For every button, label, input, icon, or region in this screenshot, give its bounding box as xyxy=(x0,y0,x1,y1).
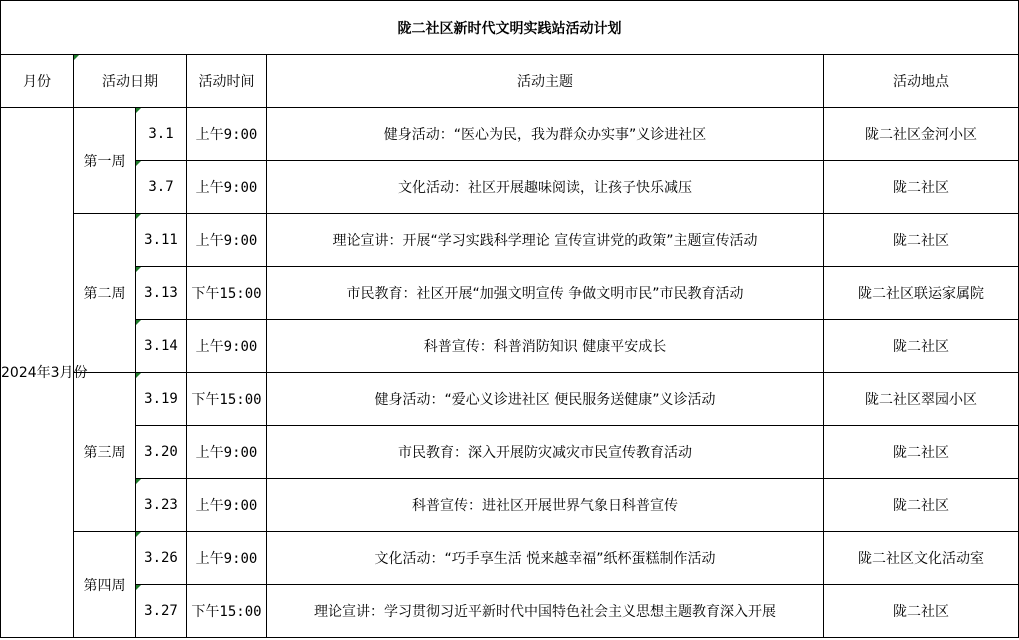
theme-cell[interactable]: 科普宣传：进社区开展世界气象日科普宣传 xyxy=(267,479,824,532)
time-cell[interactable]: 下午15:00 xyxy=(187,373,267,426)
cell-marker-icon xyxy=(136,267,141,272)
date-cell[interactable]: 3.7 xyxy=(136,161,187,214)
header-location[interactable]: 活动地点 xyxy=(824,55,1019,108)
theme-cell[interactable]: 理论宣讲：学习贯彻习近平新时代中国特色社会主义思想主题教育深入开展 xyxy=(267,585,824,638)
time-cell[interactable]: 上午9:00 xyxy=(187,479,267,532)
theme-cell[interactable]: 健身活动：“医心为民，我为群众办实事”义诊进社区 xyxy=(267,108,824,161)
header-date[interactable]: 活动日期 xyxy=(74,55,187,108)
time-cell[interactable]: 上午9:00 xyxy=(187,532,267,585)
time-cell[interactable]: 下午15:00 xyxy=(187,267,267,320)
table-row xyxy=(1,585,1019,638)
time-cell[interactable]: 下午15:00 xyxy=(187,585,267,638)
week-cell[interactable]: 第三周 xyxy=(74,373,136,532)
date-cell[interactable]: 3.26 xyxy=(136,532,187,585)
date-cell[interactable]: 3.19 xyxy=(136,373,187,426)
header-row xyxy=(1,55,1019,108)
table-row xyxy=(1,373,1019,426)
week-cell[interactable]: 第二周 xyxy=(74,214,136,373)
location-cell[interactable]: 陇二社区联运家属院 xyxy=(824,267,1019,320)
week-cell[interactable]: 第四周 xyxy=(74,532,136,638)
week-cell[interactable]: 第一周 xyxy=(74,108,136,214)
theme-cell[interactable]: 健身活动：“爱心义诊进社区 便民服务送健康”义诊活动 xyxy=(267,373,824,426)
time-cell[interactable]: 上午9:00 xyxy=(187,161,267,214)
theme-cell[interactable]: 文化活动：“巧手享生活 悦来越幸福”纸杯蛋糕制作活动 xyxy=(267,532,824,585)
theme-cell[interactable]: 市民教育：深入开展防灾减灾市民宣传教育活动 xyxy=(267,426,824,479)
location-cell[interactable]: 陇二社区 xyxy=(824,479,1019,532)
cell-marker-icon xyxy=(136,585,141,590)
cell-marker-icon xyxy=(136,532,141,537)
location-cell[interactable]: 陇二社区 xyxy=(824,585,1019,638)
cell-marker-icon xyxy=(74,55,79,60)
table-row xyxy=(1,161,1019,214)
table-row xyxy=(1,108,1019,161)
cell-marker-icon xyxy=(136,373,141,378)
theme-cell[interactable]: 理论宣讲：开展“学习实践科学理论 宣传宣讲党的政策”主题宣传活动 xyxy=(267,214,824,267)
header-time[interactable]: 活动时间 xyxy=(187,55,267,108)
date-cell[interactable]: 3.14 xyxy=(136,320,187,373)
table-row xyxy=(1,214,1019,267)
location-cell[interactable]: 陇二社区 xyxy=(824,161,1019,214)
table-title[interactable]: 陇二社区新时代文明实践站活动计划 xyxy=(1,1,1019,55)
table-row xyxy=(1,479,1019,532)
cell-marker-icon xyxy=(136,214,141,219)
table-row xyxy=(1,532,1019,585)
theme-cell[interactable]: 市民教育：社区开展“加强文明宣传 争做文明市民”市民教育活动 xyxy=(267,267,824,320)
time-cell[interactable]: 上午9:00 xyxy=(187,320,267,373)
cell-marker-icon xyxy=(136,161,141,166)
date-cell[interactable]: 3.23 xyxy=(136,479,187,532)
date-cell[interactable]: 3.13 xyxy=(136,267,187,320)
time-cell[interactable]: 上午9:00 xyxy=(187,214,267,267)
header-theme[interactable]: 活动主题 xyxy=(267,55,824,108)
location-cell[interactable]: 陇二社区 xyxy=(824,214,1019,267)
location-cell[interactable]: 陇二社区金河小区 xyxy=(824,108,1019,161)
theme-cell[interactable]: 科普宣传：科普消防知识 健康平安成长 xyxy=(267,320,824,373)
table-row xyxy=(1,426,1019,479)
date-cell[interactable]: 3.27 xyxy=(136,585,187,638)
location-cell[interactable]: 陇二社区 xyxy=(824,426,1019,479)
date-cell[interactable]: 3.11 xyxy=(136,214,187,267)
theme-cell[interactable]: 文化活动：社区开展趣味阅读，让孩子快乐减压 xyxy=(267,161,824,214)
header-month[interactable]: 月份 xyxy=(1,55,74,108)
date-cell[interactable]: 3.1 xyxy=(136,108,187,161)
cell-marker-icon xyxy=(136,108,141,113)
month-cell[interactable]: 2024年3月份 xyxy=(1,108,74,638)
cell-marker-icon xyxy=(136,479,141,484)
table-row xyxy=(1,267,1019,320)
time-cell[interactable]: 上午9:00 xyxy=(187,108,267,161)
location-cell[interactable]: 陇二社区 xyxy=(824,320,1019,373)
cell-marker-icon xyxy=(136,320,141,325)
time-cell[interactable]: 上午9:00 xyxy=(187,426,267,479)
location-cell[interactable]: 陇二社区翠园小区 xyxy=(824,373,1019,426)
date-cell[interactable]: 3.20 xyxy=(136,426,187,479)
location-cell[interactable]: 陇二社区文化活动室 xyxy=(824,532,1019,585)
table-row xyxy=(1,320,1019,373)
